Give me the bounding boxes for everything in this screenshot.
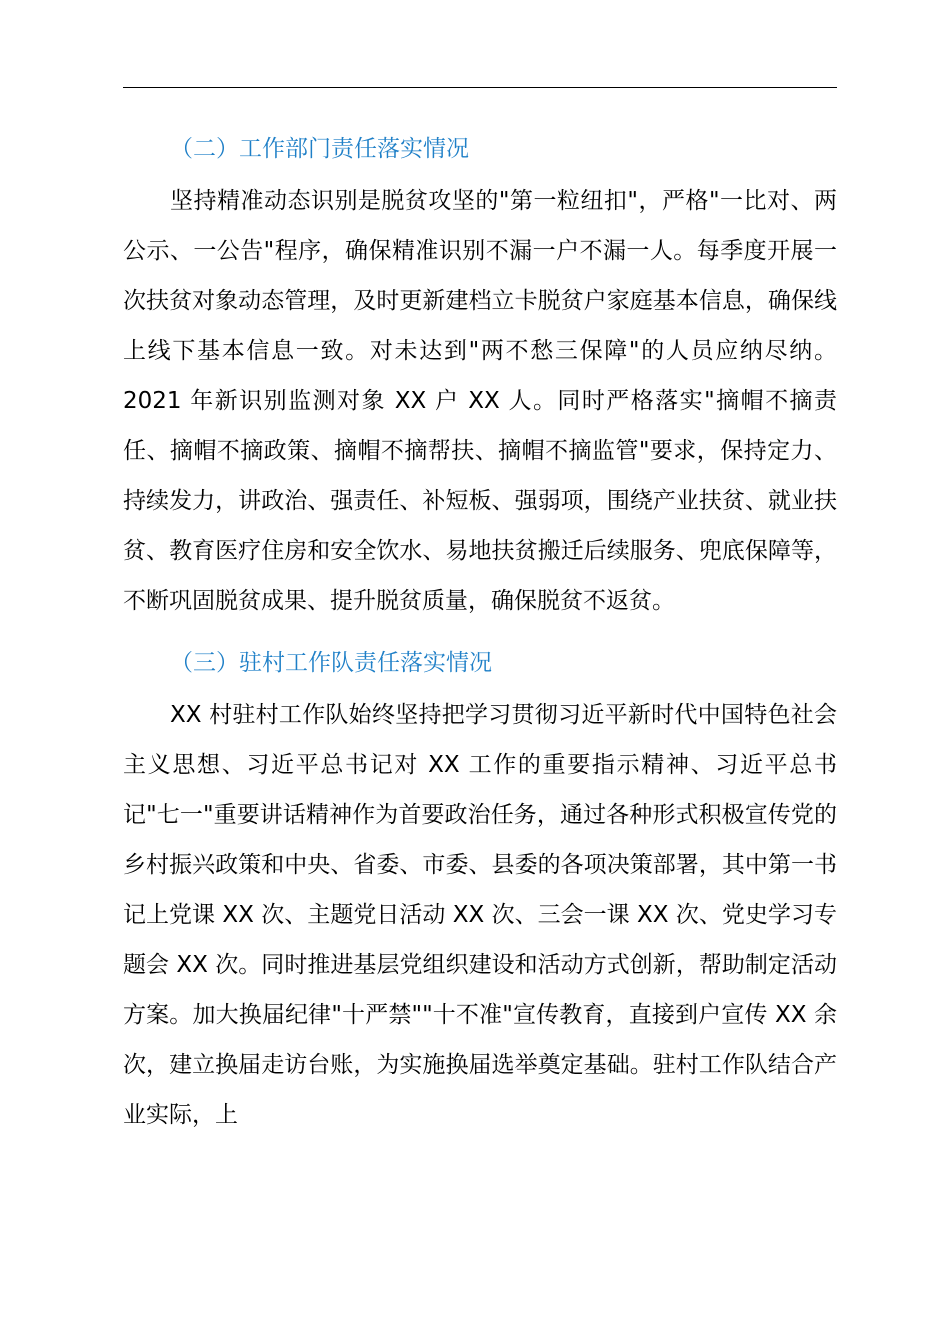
header-rule xyxy=(123,87,837,88)
section-paragraph-2: 坚持精准动态识别是脱贫攻坚的"第一粒纽扣"，严格"一比对、两公示、一公告"程序，确保精准识别不漏一户不漏一人。每季度开展一次扶贫对象动态管理，及时更新建档立卡脱贫户家庭基本信息，确保线上线下基本信息一致。对未达到"两不愁三保障"的人员应纳尽纳。2021 年新识别监测对象 XX 户 XX 人。同时严格落实"摘帽不摘责任、摘帽不摘政策、摘帽不摘帮扶、摘帽不摘监管"要求，保持定力、持续发力，讲政治、强责任、补短板、强弱项，围绕产业扶贫、就业扶贫、教育医疗住房和安全饮水、易地扶贫搬迁后续服务、兜底保障等，不断巩固脱贫成果、提升脱贫质量，确保脱贫不返贫。 xyxy=(123,188,837,614)
document-body xyxy=(123,120,837,1140)
section-heading-3: （三）驻村工作队责任落实情况 xyxy=(170,650,492,676)
section-heading-2: （二）工作部门责任落实情况 xyxy=(170,136,469,162)
section-paragraph-3: XX 村驻村工作队始终坚持把学习贯彻习近平新时代中国特色社会主义思想、习近平总书记对 XX 工作的重要指示精神、习近平总书记"七一"重要讲话精神作为首要政治任务，通过各种形式积极宣传党的乡村振兴政策和中央、省委、市委、县委的各项决策部署，其中第一书记上党课 XX 次、主题党日活动 XX 次、三会一课 XX 次、党史学习专题会 XX 次。同时推进基层党组织建设和活动方式创新，帮助制定活动方案。加大换届纪律"十严禁""十不准"宣传教育，直接到户宣传 XX 余次，建立换届走访台账，为实施换届选举奠定基础。驻村工作队结合产业实际，上 xyxy=(123,702,837,1128)
